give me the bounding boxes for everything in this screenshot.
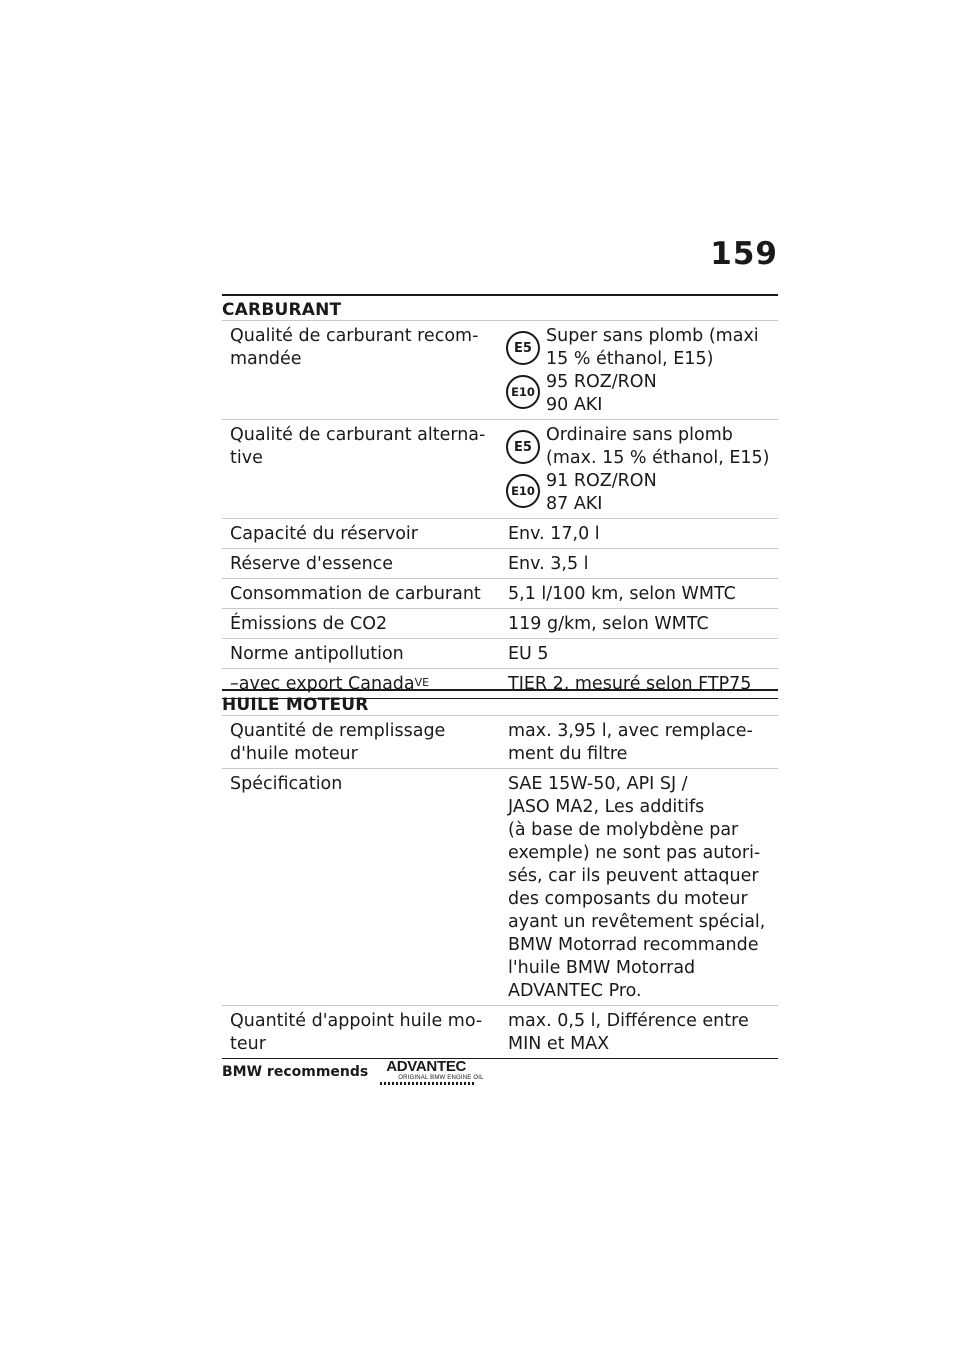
- value-text: [546, 424, 769, 516]
- value-text: [508, 720, 778, 766]
- label-line: Qualité de carburant alterna-: [230, 425, 486, 445]
- value-line: ayant un revêtement spécial,: [508, 912, 766, 932]
- table-row: [222, 608, 778, 638]
- fuel-e10-badge-icon: E10: [506, 474, 540, 508]
- logo-stripe-decoration: [380, 1082, 476, 1085]
- value-text: [546, 325, 759, 417]
- fuel-e5-badge-icon: E5: [506, 430, 540, 464]
- value-line: 91 ROZ/RON: [546, 471, 657, 491]
- row-value: [500, 420, 778, 518]
- table-row: [222, 638, 778, 668]
- row-label: [222, 769, 500, 1005]
- section-heading: CARBURANT: [222, 294, 778, 320]
- row-label: [222, 609, 500, 638]
- label-line: tive: [230, 448, 263, 468]
- value-text: [508, 613, 778, 636]
- value-line: sés, car ils peuvent attaquer: [508, 866, 759, 886]
- value-text: [508, 553, 778, 576]
- row-value: [500, 716, 778, 768]
- value-line: Ordinaire sans plomb: [546, 425, 733, 445]
- row-value: [500, 769, 778, 1005]
- table-row: [222, 320, 778, 419]
- value-line: JASO MA2, Les additifs: [508, 797, 705, 817]
- label-line: Qualité de carburant recom-: [230, 326, 479, 346]
- table-row: [222, 1005, 778, 1059]
- logo-tagline: ORIGINAL BMW ENGINE OIL: [398, 1075, 484, 1081]
- row-value: [500, 1006, 778, 1058]
- fuel-e10-badge-icon: E10: [506, 375, 540, 409]
- label-line: mandée: [230, 349, 302, 369]
- table-row: [222, 518, 778, 548]
- table-row: [222, 419, 778, 518]
- row-value: [500, 549, 778, 578]
- table-row: [222, 715, 778, 768]
- label-line: Réserve d'essence: [230, 554, 394, 574]
- fuel-badges: [506, 325, 546, 417]
- row-value: [500, 321, 778, 419]
- value-line: TIER 2, mesuré selon FTP75: [508, 674, 752, 694]
- value-line: EU 5: [508, 644, 549, 664]
- value-line: ADVANTEC Pro.: [508, 981, 642, 1001]
- logo-wordmark: ADVANTEC: [386, 1058, 467, 1075]
- row-label: [222, 321, 500, 419]
- page-number: 159: [710, 236, 778, 272]
- fuel-badges: [506, 424, 546, 516]
- value-line: Env. 17,0 l: [508, 524, 600, 544]
- section-huile-moteur: [222, 689, 778, 1059]
- footer-text: BMW recommends: [222, 1064, 369, 1080]
- section-heading: HUILE MOTEUR: [222, 689, 778, 715]
- value-line: BMW Motorrad recommande: [508, 935, 759, 955]
- label-line: d'huile moteur: [230, 744, 358, 764]
- section-carburant: [222, 294, 778, 699]
- row-label: [222, 549, 500, 578]
- value-line: SAE 15W-50, API SJ /: [508, 774, 688, 794]
- row-label: [222, 639, 500, 668]
- row-label: [222, 420, 500, 518]
- value-line: Super sans plomb (maxi: [546, 326, 759, 346]
- row-label: [222, 1006, 500, 1058]
- advantec-logo: [378, 1058, 484, 1090]
- label-line: –avec export Canada: [230, 674, 415, 694]
- value-line: MIN et MAX: [508, 1034, 610, 1054]
- label-line: Spécification: [230, 774, 343, 794]
- value-line: (à base de molybdène par: [508, 820, 739, 840]
- footer-recommendation: [222, 1058, 484, 1090]
- table-row: [222, 578, 778, 608]
- value-line: (max. 15 % éthanol, E15): [546, 448, 770, 468]
- row-label: [222, 716, 500, 768]
- label-line: teur: [230, 1034, 266, 1054]
- value-text: [508, 643, 778, 666]
- fuel-e5-badge-icon: E5: [506, 331, 540, 365]
- spec-table: [222, 715, 778, 1059]
- value-line: max. 0,5 l, Différence entre: [508, 1011, 749, 1031]
- value-text: [508, 583, 778, 606]
- label-line: Capacité du réservoir: [230, 524, 418, 544]
- value-line: Env. 3,5 l: [508, 554, 589, 574]
- value-line: 87 AKI: [546, 494, 603, 514]
- row-value: [500, 639, 778, 668]
- value-line: 5,1 l/100 km, selon WMTC: [508, 584, 736, 604]
- value-line: max. 3,95 l, avec remplace-: [508, 721, 753, 741]
- value-line: 90 AKI: [546, 395, 603, 415]
- value-text: [508, 523, 778, 546]
- row-label: [222, 519, 500, 548]
- value-line: des composants du moteur: [508, 889, 748, 909]
- value-line: l'huile BMW Motorrad: [508, 958, 696, 978]
- value-line: exemple) ne sont pas autori-: [508, 843, 761, 863]
- label-line: Quantité de remplissage: [230, 721, 446, 741]
- value-line: 15 % éthanol, E15): [546, 349, 714, 369]
- row-value: [500, 609, 778, 638]
- row-value: [500, 579, 778, 608]
- value-line: 119 g/km, selon WMTC: [508, 614, 709, 634]
- row-value: [500, 519, 778, 548]
- spec-table: [222, 320, 778, 699]
- value-line: ment du filtre: [508, 744, 628, 764]
- value-line: 95 ROZ/RON: [546, 372, 657, 392]
- table-row: [222, 548, 778, 578]
- label-line: Quantité d'appoint huile mo-: [230, 1011, 483, 1031]
- country-code-superscript: VE: [414, 676, 430, 689]
- label-line: Consommation de carburant: [230, 584, 481, 604]
- value-text: [508, 1010, 778, 1056]
- value-text: [508, 773, 778, 1003]
- label-line: Norme antipollution: [230, 644, 404, 664]
- row-label: [222, 579, 500, 608]
- label-line: Émissions de CO2: [230, 614, 388, 634]
- table-row: [222, 768, 778, 1005]
